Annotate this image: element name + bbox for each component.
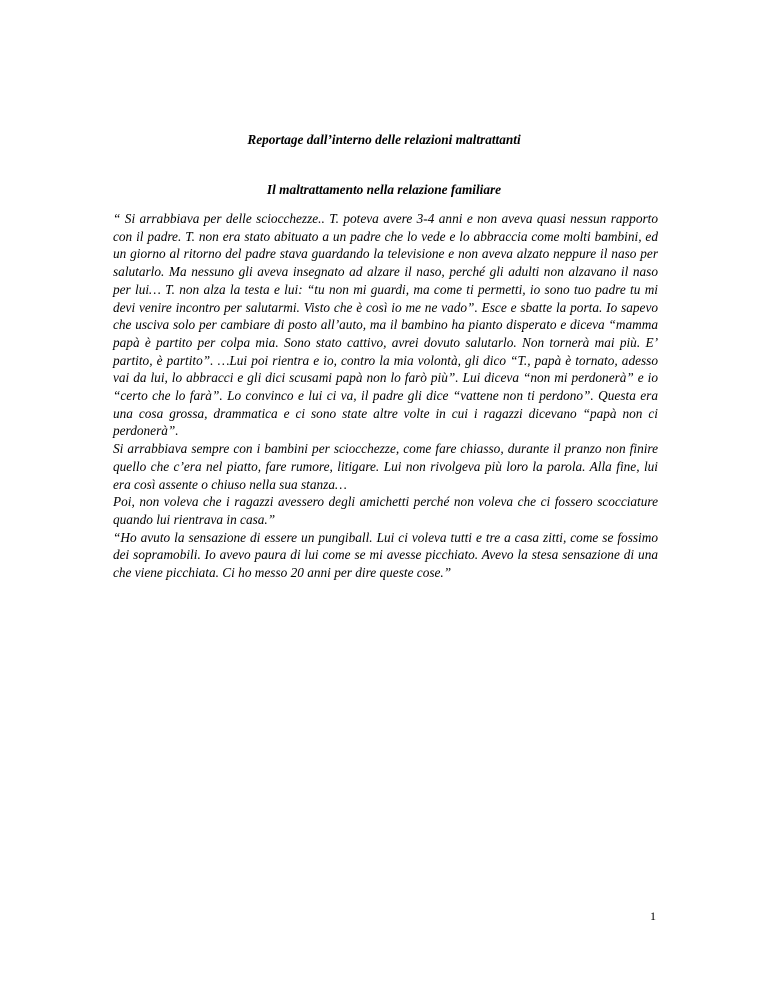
paragraph-3: Poi, non voleva che i ragazzi avessero degli amichetti perché non voleva che ci fossero scocciature quando lui rientrava in casa.” — [113, 494, 658, 527]
body-text — [113, 210, 658, 582]
document-title: Reportage dall’interno delle relazioni maltrattanti — [247, 132, 521, 147]
paragraph-1: “ Si arrabbiava per delle sciocchezze.. T. poteva avere 3-4 anni e non aveva quasi nessun rapporto con il padre. T. non era stato abituato a un padre che lo vede e lo abbraccia come molti bambini, ed un giorno al ritorno del padre stava guardando la televisione e non aveva alzato neppure il naso per salutarlo. Ma nessuno gli aveva insegnato ad alzare il naso, perché gli adulti non alzavano il naso per lui… T. non alza la testa e lui: “tu non mi guardi, ma come ti permetti, io sono tuo padre tu mi devi venire incontro per salutarmi. Visto che è così io me ne vado”. Esce e sbatte la porta. Io sapevo che usciva solo per cambiare di posto all’auto, ma il bambino ha pianto disperato e diceva “mamma papà è partito per colpa mia. Sono stato cattivo, avrei dovuto salutarlo. Non tornerà mai più. E’ partito, è partito”. …Lui poi rientra e io, contro la mia volontà, gli dico “T., papà è tornato, adesso vai da lui, lo abbracci e gli dici scusami papà non lo farò più”. Lui diceva “non mi perdonerà” e io “certo che lo farà”. Lo convinco e lui ci va, il padre gli dice “vattene non ti perdono”. Questa era una cosa grossa, drammatica e ci sono state altre volte in cui i ragazzi dicevano “papà non ci perdonerà”. — [113, 211, 658, 439]
page-number: 1 — [650, 909, 656, 923]
paragraph-4: “Ho avuto la sensazione di essere un pungiball. Lui ci voleva tutti e tre a casa zitti, come se fossimo dei sopramobili. Io avevo paura di lui come se mi avesse picchiato. Avevo la stesa sensazione di una che viene picchiata. Ci ho messo 20 anni per dire queste cose.” — [113, 529, 658, 581]
paragraph-2: Si arrabbiava sempre con i bambini per sciocchezze, come fare chiasso, durante il pranzo non finire quello che c’era nel piatto, fare rumore, litigare. Lui non rivolgeva più loro la parola. Alla fine, lui era così assente o chiuso nella sua stanza… — [113, 441, 658, 492]
section-heading: Il maltrattamento nella relazione familiare — [266, 182, 502, 197]
